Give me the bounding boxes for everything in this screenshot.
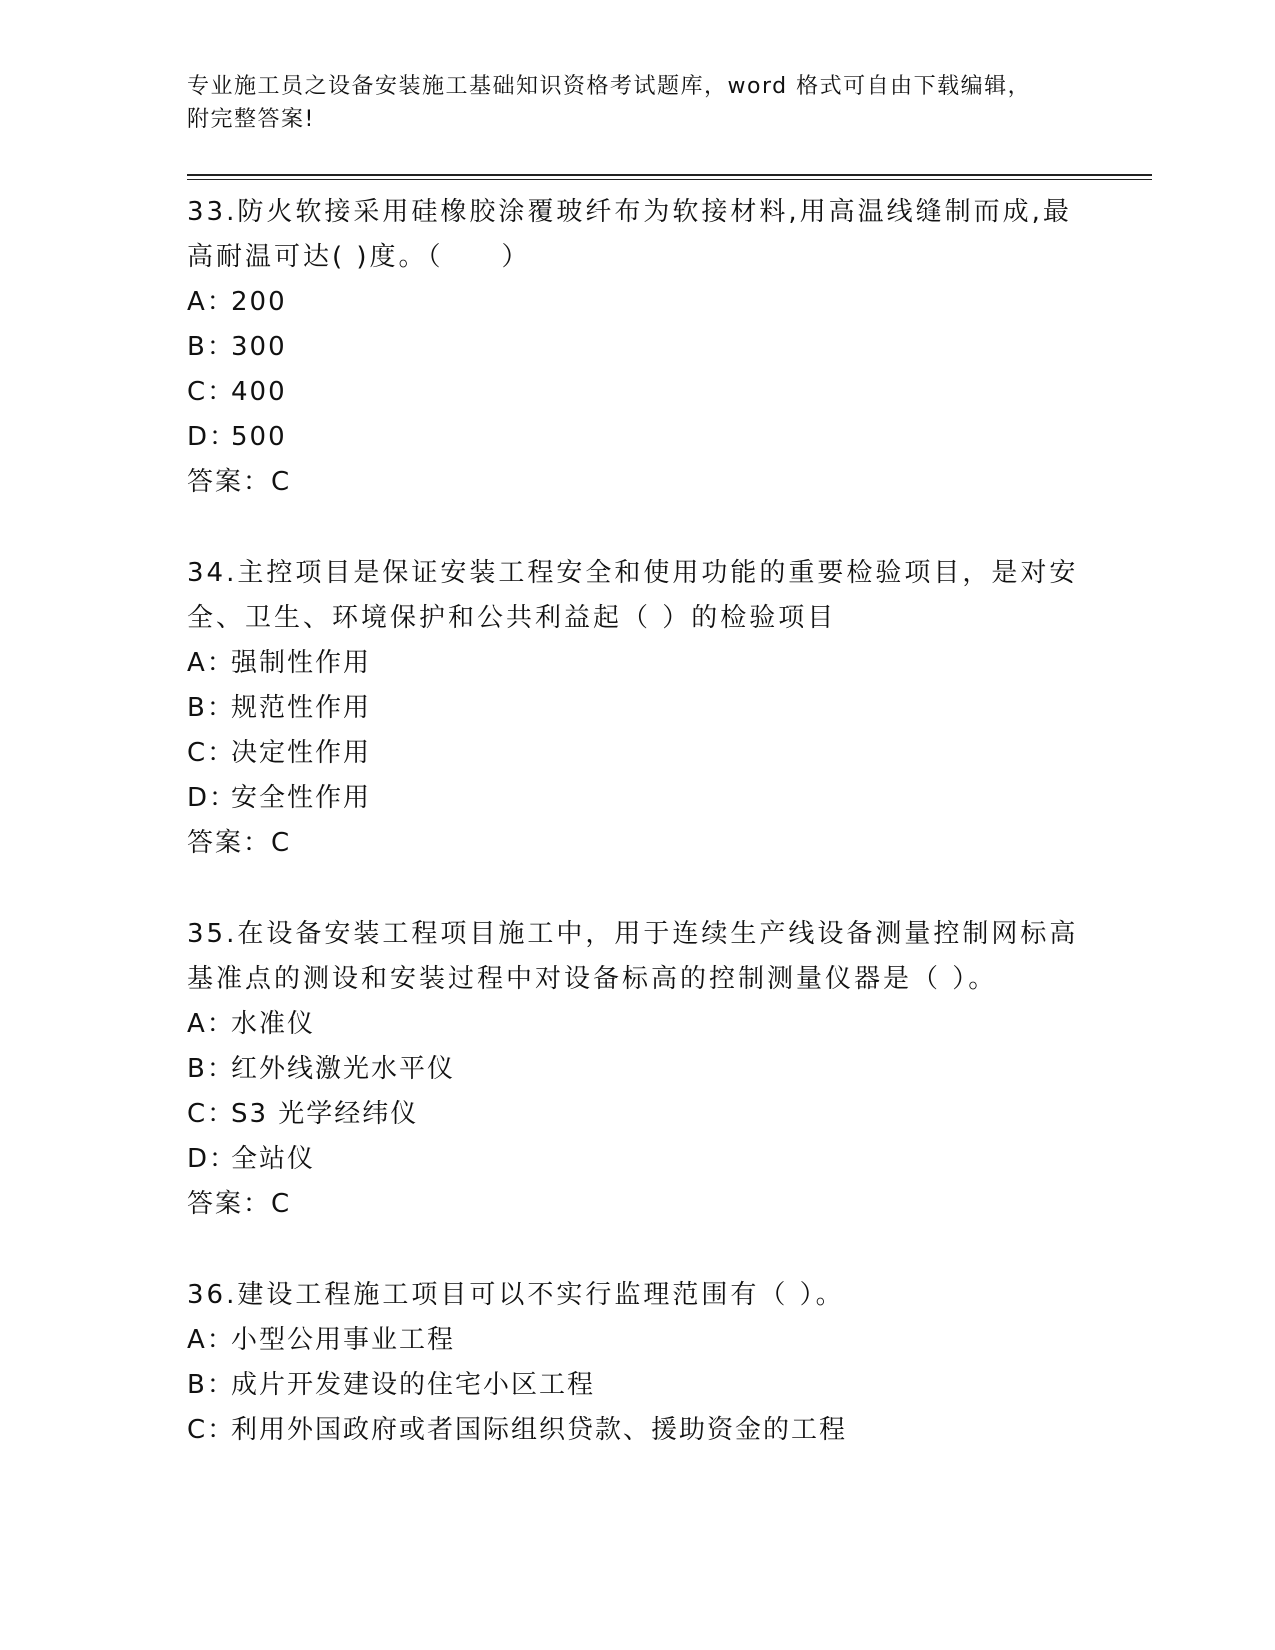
option-text: 成片开发建设的住宅小区工程 — [231, 1370, 596, 1400]
option-letter: B： — [187, 1054, 235, 1084]
option-text: 强制性作用 — [231, 648, 372, 678]
option-text: 安全性作用 — [231, 783, 372, 813]
question-36 — [187, 1273, 1152, 1453]
option-letter: A： — [187, 648, 235, 678]
header-line-1: 专业施工员之设备安装施工基础知识资格考试题库，word 格式可自由下载编辑， — [187, 74, 1032, 99]
option-b — [187, 325, 1152, 370]
option-letter: D： — [187, 783, 238, 813]
option-letter: A： — [187, 1325, 235, 1355]
header-line-2: 附完整答案! — [187, 107, 315, 132]
option-text: 红外线激光水平仪 — [231, 1054, 456, 1084]
option-letter: D： — [187, 1144, 238, 1174]
option-c — [187, 370, 1152, 415]
option-a — [187, 1002, 1152, 1047]
option-text: 200 — [231, 287, 287, 317]
question-stem: 35.在设备安装工程项目施工中，用于连续生产线设备测量控制网标高基准点的测设和安装过程中对设备标高的控制测量仪器是（ ）。 — [187, 919, 1079, 994]
option-letter: B： — [187, 693, 235, 723]
question-34 — [187, 551, 1152, 866]
answer-line: 答案：C — [187, 467, 292, 497]
option-text: 规范性作用 — [231, 693, 372, 723]
option-text: 小型公用事业工程 — [231, 1325, 456, 1355]
option-d — [187, 1137, 1152, 1182]
option-letter: D： — [187, 422, 238, 452]
option-a — [187, 280, 1152, 325]
option-letter: B： — [187, 1370, 235, 1400]
option-text: 400 — [231, 377, 287, 407]
option-text: S3 光学经纬仪 — [231, 1099, 419, 1129]
option-c — [187, 1408, 1152, 1453]
option-text: 水准仪 — [231, 1009, 316, 1039]
option-c — [187, 731, 1152, 776]
option-text: 全站仪 — [231, 1144, 316, 1174]
option-text: 利用外国政府或者国际组织贷款、援助资金的工程 — [231, 1415, 848, 1445]
option-text: 500 — [231, 422, 287, 452]
question-stem: 36.建设工程施工项目可以不实行监理范围有（ ）。 — [187, 1280, 845, 1310]
option-text: 决定性作用 — [231, 738, 372, 768]
option-letter: B： — [187, 332, 235, 362]
option-text: 300 — [231, 332, 287, 362]
option-letter: C： — [187, 1415, 236, 1445]
option-b — [187, 1363, 1152, 1408]
option-d — [187, 415, 1152, 460]
answer-line: 答案：C — [187, 828, 292, 858]
document-page — [187, 70, 1152, 1453]
question-stem: 34.主控项目是保证安装工程安全和使用功能的重要检验项目，是对安全、卫生、环境保护和公共利益起（ ）的检验项目 — [187, 558, 1079, 633]
option-b — [187, 686, 1152, 731]
option-letter: C： — [187, 377, 236, 407]
header-divider — [187, 174, 1152, 180]
option-letter: C： — [187, 738, 236, 768]
option-d — [187, 776, 1152, 821]
question-stem: 33.防火软接采用硅橡胶涂覆玻纤布为软接材料,用高温线缝制而成,最高耐温可达( )度。（ ） — [187, 197, 1072, 272]
answer-line: 答案：C — [187, 1189, 292, 1219]
question-33 — [187, 190, 1152, 505]
option-a — [187, 641, 1152, 686]
option-b — [187, 1047, 1152, 1092]
document-header — [187, 70, 1152, 136]
option-letter: A： — [187, 287, 235, 317]
option-a — [187, 1318, 1152, 1363]
option-letter: A： — [187, 1009, 235, 1039]
question-35 — [187, 912, 1152, 1227]
option-c — [187, 1092, 1152, 1137]
option-letter: C： — [187, 1099, 236, 1129]
